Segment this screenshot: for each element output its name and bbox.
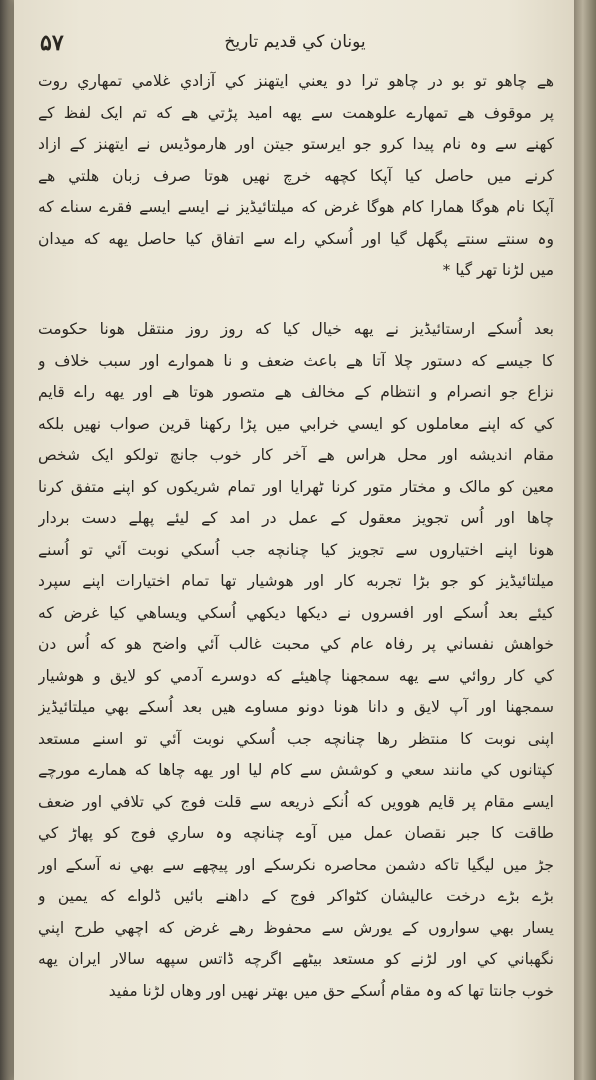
- text-line: سمجهنا اور آپ لایق و دانا هونا دونو مساوے هیں بعد اُسکے بهي میلتائیڈیز: [38, 698, 554, 716]
- text-line: پر موقوف هے تمهارے علوهمت سے یهه امید پڑتي هے که تم ایک لفظ کے: [38, 103, 554, 122]
- text-line: یسار بهي سواروں کے یورش سے محفوظ رهے غرض که اچهي طرح اپني: [38, 918, 554, 937]
- text-line: کي که اپنے معاملوں کو ایسي خرابي میں پڑا رکهنا قرین صواب نهیں بلکه: [38, 414, 554, 433]
- text-line: چاها اور اُس تجویز معقول کے عمل در امد کے لیئے پهلے دست بردار: [38, 509, 554, 527]
- text-line: هے چاهو تو بو در چاهو ترا دو یعني ایتهنز کي آزادي غلامي تمهاري روت: [38, 72, 554, 90]
- text-line: کهنے سے وہ نام پیدا کرو جو ایرستو جیتن اور هارموڈیس نے ایتهنز کے ازاد: [38, 135, 554, 153]
- text-line: هونا اپنے اختیاروں سے تجویز کیا چنانچه جب اُسکي نوبت آئي تو اُسنے: [38, 540, 554, 559]
- text-line: خواهش نفساني پر رفاہ عام کي محبت غالب آئي واضح هو که اُس دن: [38, 635, 554, 653]
- text-line: معین کو مالک و مختار متور کرنا ٹهرایا اور تمام شریکوں کو اپنے متفق کرنا: [38, 477, 554, 496]
- text-line: ایسے مقام پر قایم هوویں که اُنکے ذریعه سے قلت فوج کي تلافي اور ضعف: [38, 792, 554, 811]
- text-line: کي کار روائي سے یهه سمجهنا چاهیئے که دوسرے آدمي کو لایق و هوشیار: [38, 666, 554, 685]
- book-gutter: [0, 0, 14, 1080]
- text-line: بعد اُسکے ارستائیڈیز نے یهه خیال کیا که روز روز منتقل هونا حکومت: [38, 320, 554, 338]
- page-number: ۵۷: [40, 30, 64, 56]
- text-line: خوب جانتا تها که وہ مقام اُسکے حق میں بهتر نهیں اور وهاں لڑنا مفید: [108, 981, 554, 1000]
- text-line: کیئے بعد اُسکے اور افسروں نے دیکها دیکهي اُسکي ویساهي کیا غرض که: [38, 603, 554, 622]
- page-edge-stack: [574, 0, 596, 1080]
- text-line: میں لڑنا تهر گیا *: [442, 261, 554, 279]
- text-line: کا جیسے که دستور چلا آتا هے باعث ضعف و نا هموارے اور سبب خلاف و: [38, 351, 554, 370]
- text-line: اپنی نوبت کا منتظر رها چنانچه جب اُسکي نوبت آئي تو اسنے مستعد: [38, 729, 554, 748]
- text-line: مقام اندیشه اور محل هراس هے آخر کار خوب جانچ تولکو ایک شخص: [38, 446, 554, 464]
- text-line: نزاع جو انصرام و انتظام کے مخالف هے متصور هوتا هے اور یهه راے قایم: [38, 383, 554, 401]
- text-line: طاقت کا جبر نقصان عمل میں آوے چنانچه وہ ساري فوج کو پهاڑ کي: [38, 824, 554, 842]
- text-line: میلتائیڈیز کو جو بڑا تجربه کار اور هوشیار تها تمام اختیارات اپنے سپرد: [38, 572, 554, 590]
- text-line: بڑے بڑے درخت عالیشان کٹواکر فوج کے داهنے بائیں ڈلواے که یمین و: [38, 887, 554, 905]
- paragraph-1: [38, 66, 554, 287]
- text-line: نگهباني کي اور لڑنے کو مستعد بیٹهے اگرچه ڈاتس سپهه سالار ایران یهه: [38, 950, 554, 968]
- text-line: کپتانوں کي مانند سعي و کوشش سے کام لیا اور یهه چاها که همارے مورچے: [38, 761, 554, 779]
- running-title: یونان کي قدیم تاریخ: [224, 32, 366, 52]
- text-line: جڑ میں لیگیا تاکه دشمن محاصره نکرسکے اور پیچهے سے بهي نه آسکے اور: [38, 855, 554, 874]
- paragraph-2: [38, 314, 554, 1007]
- page-header: [40, 30, 550, 64]
- text-line: کرنے میں حاصل کیا آپکا کچهه خرچ نهیں هوتا صرف زبان هلتي هے: [38, 166, 554, 185]
- text-line: آپکا نام هوگا همارا کام هوگا غرض که میلتائیڈیز نے ایسے ایسے فقرے سناے که: [38, 198, 554, 216]
- text-line: وہ سنتے سنتے پگهل گیا اور اُسکي راے سے اتفاق کیا حاصل یهه که میدان: [38, 229, 554, 248]
